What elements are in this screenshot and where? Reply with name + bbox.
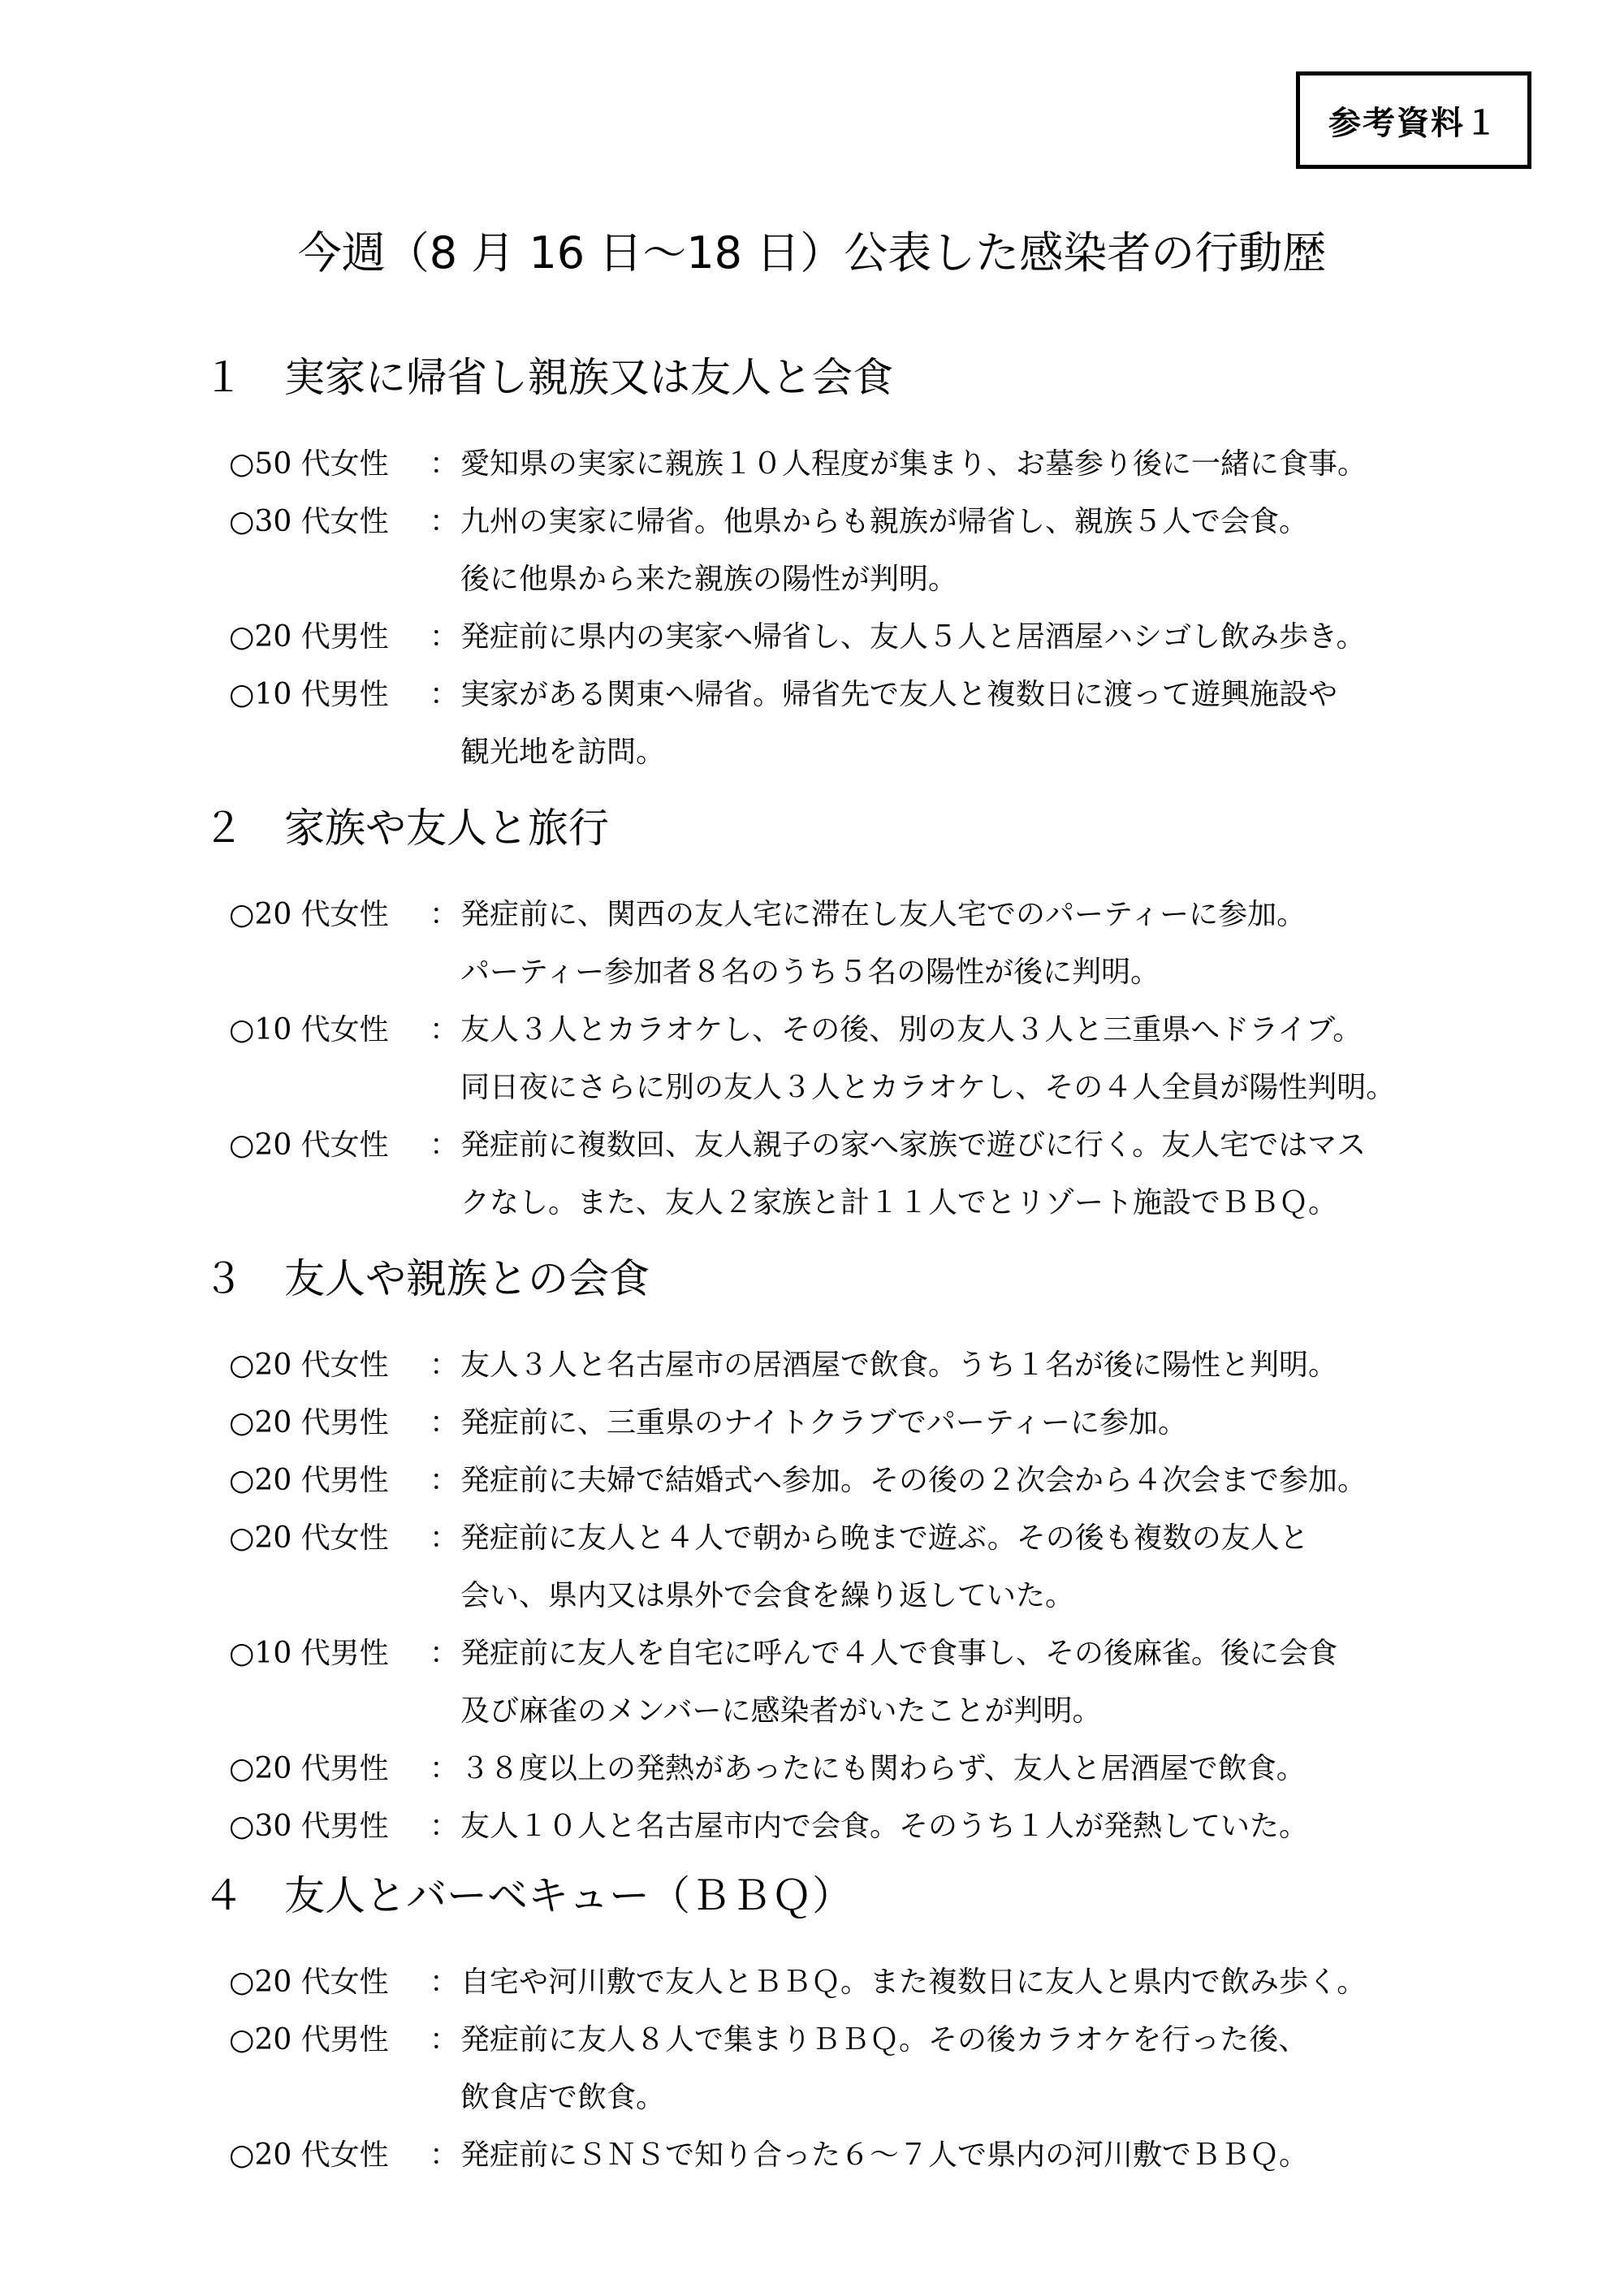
- entry-text: 発症前に、関西の友人宅に滞在し友人宅でのパーティーに参加。: [460, 898, 1307, 931]
- entry: [0, 608, 1624, 666]
- entry: [0, 1953, 1624, 2011]
- entry: [0, 886, 1624, 1001]
- page-title: 今週（8 月 16 日～18 日）公表した感染者の行動歴: [297, 227, 1327, 278]
- section-heading: [0, 792, 1624, 865]
- separator: ：: [429, 620, 459, 654]
- entry-text: 及び麻雀のメンバーに感染者がいたことが判明。: [460, 1694, 1102, 1728]
- section-number: １: [203, 354, 244, 401]
- entry-text: 観光地を訪問。: [460, 736, 666, 769]
- section-number: ３: [203, 1255, 244, 1302]
- entry: [0, 435, 1624, 493]
- entry-person: ○20 代女性: [229, 1129, 389, 1162]
- separator: ：: [429, 1129, 459, 1162]
- entry-text: 自宅や河川敷で友人とＢＢＱ。また複数日に友人と県内で飲み歩く。: [460, 1966, 1367, 1999]
- entry-text: 会い、県内又は県外で会食を繰り返していた。: [460, 1579, 1075, 1612]
- entry-text: 発症前に友人を自宅に呼んで４人で食事し、その後麻雀。後に会食: [460, 1637, 1338, 1670]
- section-3: [0, 1242, 1624, 1855]
- entry-person: ○20 代男性: [229, 2023, 389, 2056]
- reference-label: 参考資料１: [1296, 71, 1531, 169]
- entry-person: ○20 代女性: [229, 1966, 389, 1999]
- separator: ：: [429, 1966, 459, 1999]
- separator: ：: [429, 1637, 459, 1670]
- entry-text: 発症前に友人と４人で朝から晩まで遊ぶ。その後も複数の友人と: [460, 1521, 1309, 1555]
- separator: ：: [429, 1464, 459, 1497]
- entry-text: 同日夜にさらに別の友人３人とカラオケし、その４人全員が陽性判明。: [460, 1071, 1396, 1104]
- entry-text: 発症前に友人８人で集まりＢＢＱ。その後カラオケを行った後、: [460, 2023, 1308, 2056]
- separator: ：: [429, 1752, 459, 1785]
- entry: [0, 666, 1624, 781]
- entry: [0, 1452, 1624, 1509]
- separator: ：: [429, 505, 459, 538]
- section-number: ４: [203, 1872, 244, 1919]
- entry-person: ○30 代女性: [229, 505, 389, 538]
- entry-person: ○50 代女性: [229, 447, 389, 481]
- entry-text: クなし。また、友人２家族と計１１人でとリゾート施設でＢＢＱ。: [460, 1186, 1338, 1219]
- entry-text: 友人３人とカラオケし、その後、別の友人３人と三重県へドライブ。: [460, 1013, 1363, 1047]
- section-heading: [0, 341, 1624, 414]
- separator: ：: [429, 1013, 459, 1047]
- section-number: ２: [203, 805, 244, 852]
- entry: [0, 2011, 1624, 2126]
- section-title: 家族や友人と旅行: [284, 805, 609, 852]
- entry: [0, 1740, 1624, 1798]
- entry-person: ○20 代男性: [229, 620, 389, 654]
- entry-text: 九州の実家に帰省。他県からも親族が帰省し、親族５人で会食。: [460, 505, 1309, 538]
- separator: ：: [429, 2138, 459, 2172]
- entry-person: ○10 代男性: [229, 1637, 389, 1670]
- entry-text: パーティー参加者８名のうち５名の陽性が後に判明。: [460, 956, 1160, 989]
- entry: [0, 1116, 1624, 1232]
- entry: [0, 1798, 1624, 1855]
- section-heading: [0, 1859, 1624, 1932]
- entry-text: 発症前に夫婦で結婚式へ参加。その後の２次会から４次会まで参加。: [460, 1464, 1367, 1497]
- separator: ：: [429, 1810, 459, 1843]
- entry-person: ○20 代男性: [229, 1464, 389, 1497]
- section-title: 友人とバーベキュー（ＢＢＱ）: [284, 1872, 853, 1919]
- entry-text: 発症前に県内の実家へ帰省し、友人５人と居酒屋ハシゴし飲み歩き。: [460, 620, 1366, 654]
- entry-person: ○10 代男性: [229, 678, 389, 711]
- entry-person: ○20 代男性: [229, 1406, 389, 1439]
- entry-person: ○20 代女性: [229, 2138, 389, 2172]
- entry-person: ○20 代女性: [229, 1521, 389, 1555]
- entry: [0, 493, 1624, 608]
- entry: [0, 1001, 1624, 1116]
- entry: [0, 1336, 1624, 1394]
- entry-person: ○20 代女性: [229, 898, 389, 931]
- entry-person: ○30 代男性: [229, 1810, 389, 1843]
- separator: ：: [429, 1521, 459, 1555]
- entry-text: 発症前に、三重県のナイトクラブでパーティーに参加。: [460, 1406, 1187, 1439]
- entry: [0, 2126, 1624, 2184]
- entry-text: ３８度以上の発熱があったにも関わらず、友人と居酒屋で飲食。: [460, 1752, 1306, 1785]
- entry-person: ○20 代男性: [229, 1752, 389, 1785]
- separator: ：: [429, 1406, 459, 1439]
- entry: [0, 1509, 1624, 1625]
- entry: [0, 1394, 1624, 1452]
- section-title: 実家に帰省し親族又は友人と会食: [284, 354, 893, 401]
- separator: ：: [429, 447, 459, 481]
- entry-text: 飲食店で飲食。: [460, 2081, 666, 2114]
- entry-text: 発症前にＳＮＳで知り合った６～７人で県内の河川敷でＢＢＱ。: [460, 2138, 1309, 2172]
- separator: ：: [429, 678, 459, 711]
- separator: ：: [429, 2023, 459, 2056]
- section-heading: [0, 1242, 1624, 1315]
- entry-text: 愛知県の実家に親族１０人程度が集まり、お墓参り後に一緒に食事。: [460, 447, 1367, 481]
- entry-text: 友人１０人と名古屋市内で会食。そのうち１人が発熱していた。: [460, 1810, 1309, 1843]
- entry: [0, 1625, 1624, 1740]
- entry-text: 友人３人と名古屋市の居酒屋で飲食。うち１名が後に陽性と判明。: [460, 1349, 1338, 1382]
- section-title: 友人や親族との会食: [284, 1255, 650, 1302]
- entry-person: ○20 代女性: [229, 1349, 389, 1382]
- separator: ：: [429, 1349, 459, 1382]
- entry-text: 発症前に複数回、友人親子の家へ家族で遊びに行く。友人宅ではマス: [460, 1129, 1367, 1162]
- section-2: [0, 792, 1624, 1232]
- entry-text: 後に他県から来た親族の陽性が判明。: [460, 563, 958, 596]
- entry-person: ○10 代女性: [229, 1013, 389, 1047]
- entry-text: 実家がある関東へ帰省。帰省先で友人と複数日に渡って遊興施設や: [460, 678, 1338, 711]
- section-1: [0, 341, 1624, 781]
- section-4: [0, 1859, 1624, 2184]
- separator: ：: [429, 898, 459, 931]
